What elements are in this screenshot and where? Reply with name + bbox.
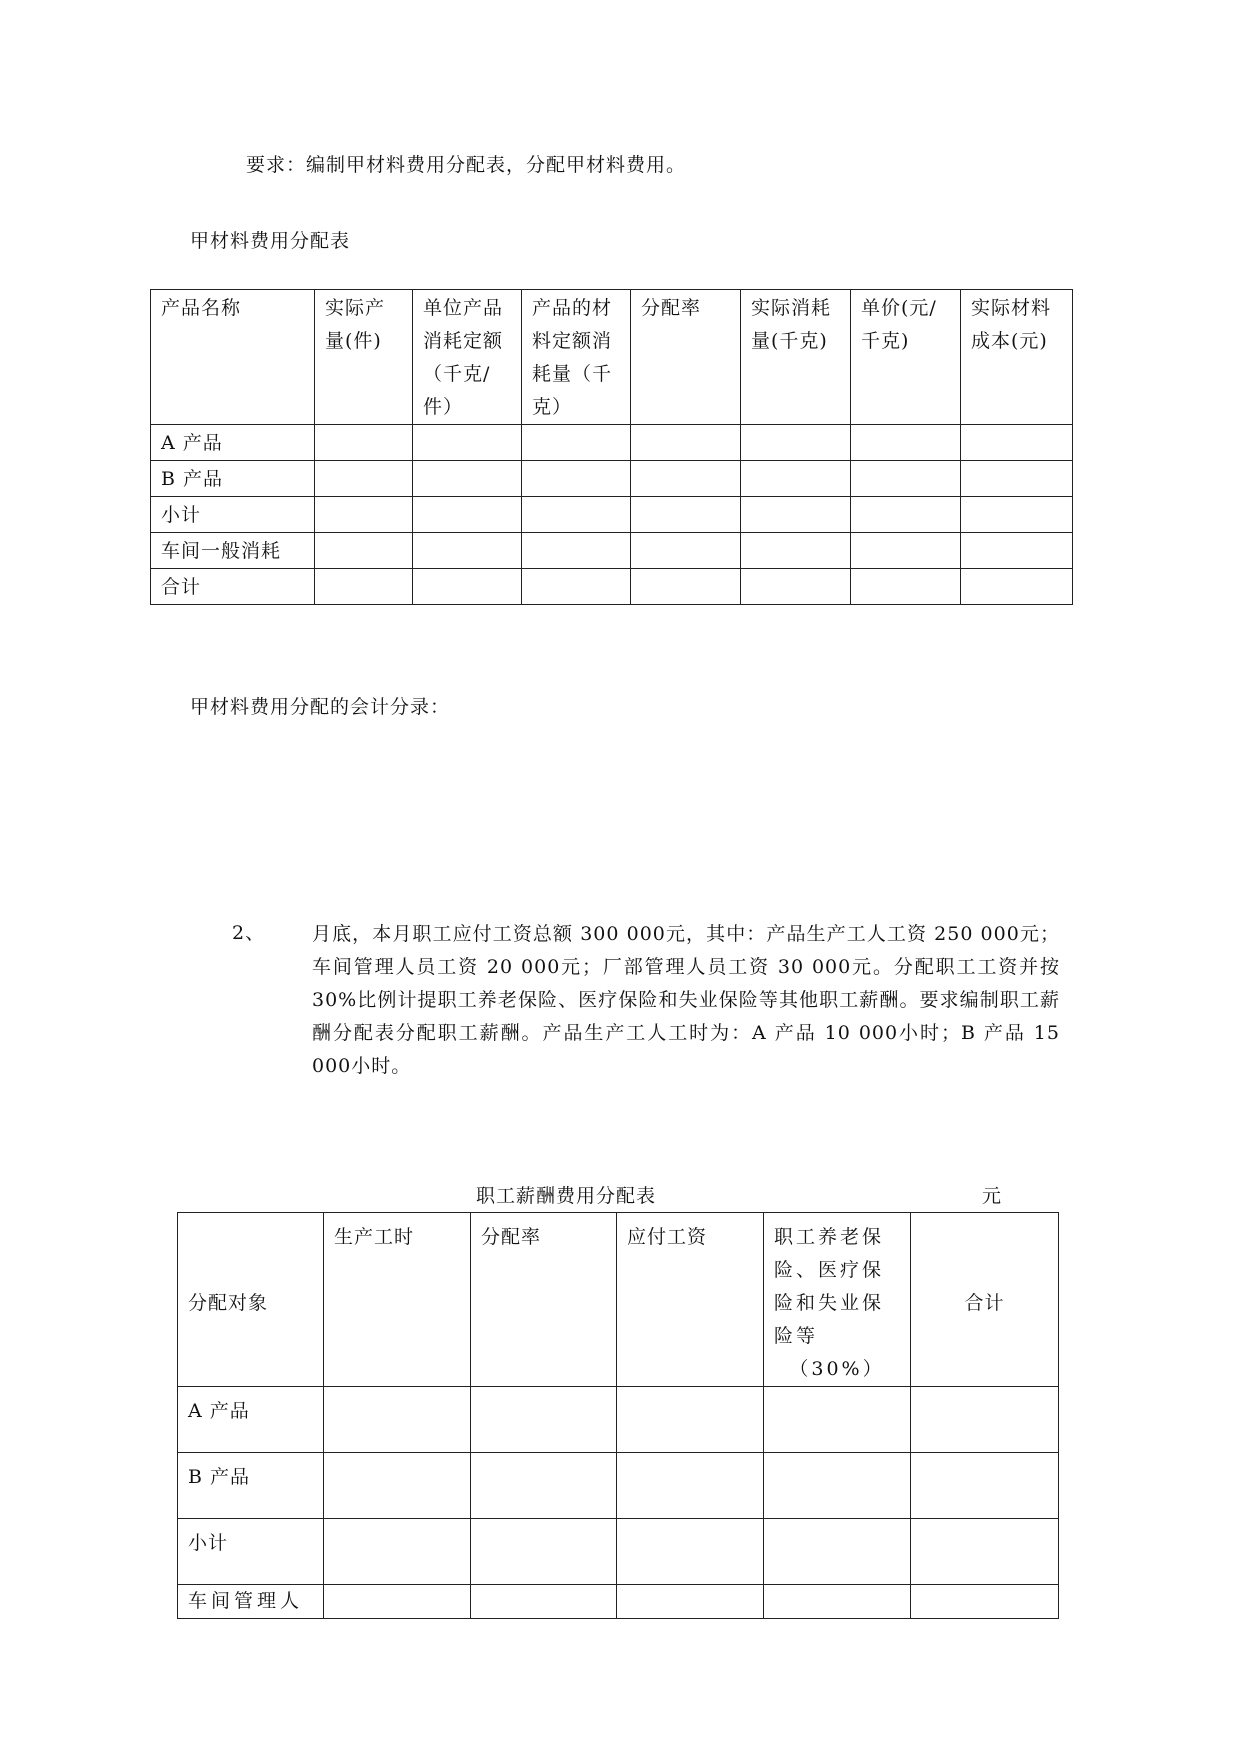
table1-header-rate: 分配率 [631,290,741,425]
table2-row-label: A 产品 [178,1387,324,1453]
table2-row-label: 车间管理人 [178,1585,324,1619]
table2-header-hours: 生产工时 [324,1213,471,1387]
table1-header-output: 实际产量(件) [315,290,413,425]
table1-header-unit-price: 单价(元/千克) [851,290,961,425]
table-row [178,1519,1059,1585]
table2-header-rate: 分配率 [471,1213,617,1387]
table1-row-label: A 产品 [151,425,315,461]
table-row [151,425,1073,461]
table1-header-material-cost: 实际材料成本(元) [961,290,1073,425]
table1-row-label: 合计 [151,569,315,605]
table-row [178,1585,1059,1619]
table-row [178,1453,1059,1519]
table1-header-actual-consumption: 实际消耗量(千克) [741,290,851,425]
table2-unit: 元 [982,1185,1003,1207]
table2-header-insurance [764,1213,911,1387]
table1-row-label: B 产品 [151,461,315,497]
table2-title: 职工薪酬费用分配表 [476,1185,657,1207]
table-row [151,497,1073,533]
table2-header-target: 分配对象 [178,1213,324,1387]
table-row [151,569,1073,605]
table2-row-label: 小计 [178,1519,324,1585]
table1-row-label: 小计 [151,497,315,533]
accounting-entry-label: 甲材料费用分配的会计分录： [190,696,451,718]
table2-header-total: 合计 [911,1213,1059,1387]
table2-row-label: B 产品 [178,1453,324,1519]
table2-header-insurance-pct: （30%） [789,1358,885,1380]
material-allocation-table [150,289,1073,605]
table2-header-row [178,1213,1059,1387]
table-row [151,461,1073,497]
question-number: 2、 [232,922,266,944]
table-row [151,533,1073,569]
payroll-allocation-table [177,1212,1059,1619]
question-text: 月底，本月职工应付工资总额 300 000元，其中：产品生产工人工资 250 000元；车间管理人员工资 20 000元；厂部管理人员工资 30 000元。分配职工工资并按 30%比例计提职工养老保险、医疗保险和失业保险等其他职工薪酬。要求编制职工薪酬分配表分配职工薪酬。产品生产工人工时为：A 产品 10 000小时；B 产品 15 000小时。 [312,923,1060,1077]
table-row [178,1387,1059,1453]
table1-row-label: 车间一般消耗 [151,533,315,569]
table1-header-quota-consumption: 产品的材料定额消耗量（千克） [522,290,631,425]
table2-header-wages: 应付工资 [617,1213,764,1387]
table1-header-unit-quota: 单位产品消耗定额（千克/件） [413,290,522,425]
table2-header-insurance-text: 职工养老保险、医疗保险和失业保险等 [774,1226,885,1347]
table1-header-product: 产品名称 [151,290,315,425]
table1-header-row [151,290,1073,425]
table1-title: 甲材料费用分配表 [190,230,351,252]
requirement-text: 要求：编制甲材料费用分配表，分配甲材料费用。 [246,154,687,176]
